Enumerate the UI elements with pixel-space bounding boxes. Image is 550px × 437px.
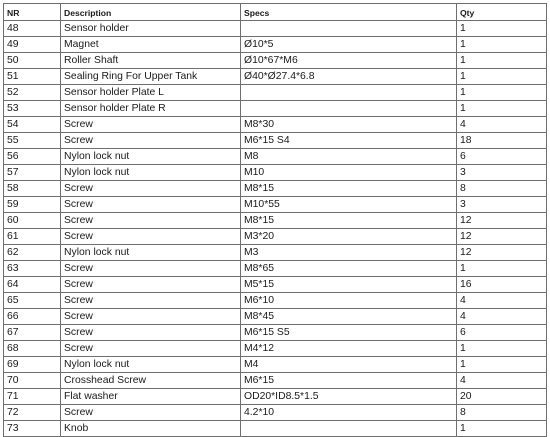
cell-description: Screw	[61, 277, 241, 293]
cell-qty: 1	[457, 37, 547, 53]
cell-specs: M3	[241, 245, 457, 261]
cell-qty: 1	[457, 53, 547, 69]
cell-specs	[241, 85, 457, 101]
cell-nr: 70	[4, 373, 61, 389]
cell-specs: Ø10*67*M6	[241, 53, 457, 69]
cell-specs: M8*30	[241, 117, 457, 133]
cell-nr: 73	[4, 421, 61, 437]
table-row	[4, 293, 547, 309]
cell-nr: 49	[4, 37, 61, 53]
cell-nr: 54	[4, 117, 61, 133]
cell-description: Screw	[61, 117, 241, 133]
cell-qty: 6	[457, 149, 547, 165]
cell-qty: 12	[457, 229, 547, 245]
cell-qty: 4	[457, 293, 547, 309]
table-row	[4, 133, 547, 149]
cell-nr: 68	[4, 341, 61, 357]
table-row	[4, 309, 547, 325]
cell-qty: 4	[457, 117, 547, 133]
table-row	[4, 229, 547, 245]
cell-description: Screw	[61, 181, 241, 197]
cell-description: Knob	[61, 421, 241, 437]
cell-nr: 72	[4, 405, 61, 421]
cell-nr: 58	[4, 181, 61, 197]
cell-specs: M8*65	[241, 261, 457, 277]
table-row	[4, 325, 547, 341]
cell-description: Screw	[61, 197, 241, 213]
cell-description: Magnet	[61, 37, 241, 53]
cell-qty: 1	[457, 69, 547, 85]
cell-description: Flat washer	[61, 389, 241, 405]
cell-description: Screw	[61, 261, 241, 277]
cell-description: Sensor holder Plate L	[61, 85, 241, 101]
cell-qty: 18	[457, 133, 547, 149]
parts-table	[3, 3, 547, 437]
cell-qty: 12	[457, 245, 547, 261]
table-body	[4, 21, 547, 437]
cell-description: Nylon lock nut	[61, 245, 241, 261]
header-nr: NR	[4, 4, 61, 21]
cell-qty: 8	[457, 405, 547, 421]
cell-qty: 1	[457, 21, 547, 37]
cell-specs: M5*15	[241, 277, 457, 293]
cell-qty: 1	[457, 101, 547, 117]
cell-nr: 55	[4, 133, 61, 149]
cell-nr: 50	[4, 53, 61, 69]
cell-nr: 48	[4, 21, 61, 37]
cell-nr: 71	[4, 389, 61, 405]
cell-description: Screw	[61, 341, 241, 357]
table-row	[4, 165, 547, 181]
cell-specs	[241, 21, 457, 37]
cell-qty: 16	[457, 277, 547, 293]
cell-description: Screw	[61, 293, 241, 309]
cell-nr: 62	[4, 245, 61, 261]
cell-nr: 67	[4, 325, 61, 341]
header-specs: Specs	[241, 4, 457, 21]
table-row	[4, 69, 547, 85]
cell-qty: 1	[457, 85, 547, 101]
table-row	[4, 421, 547, 437]
table-row	[4, 197, 547, 213]
cell-qty: 3	[457, 165, 547, 181]
cell-qty: 6	[457, 325, 547, 341]
cell-specs	[241, 101, 457, 117]
cell-qty: 1	[457, 357, 547, 373]
cell-description: Screw	[61, 325, 241, 341]
cell-description: Nylon lock nut	[61, 357, 241, 373]
cell-specs: OD20*ID8.5*1.5	[241, 389, 457, 405]
cell-nr: 53	[4, 101, 61, 117]
cell-qty: 20	[457, 389, 547, 405]
cell-description: Screw	[61, 133, 241, 149]
cell-qty: 4	[457, 309, 547, 325]
cell-specs: M6*10	[241, 293, 457, 309]
table-row	[4, 53, 547, 69]
cell-specs: M4	[241, 357, 457, 373]
cell-specs: M6*15	[241, 373, 457, 389]
cell-specs: Ø40*Ø27.4*6.8	[241, 69, 457, 85]
cell-qty: 4	[457, 373, 547, 389]
cell-specs: M3*20	[241, 229, 457, 245]
cell-nr: 59	[4, 197, 61, 213]
cell-specs: M8	[241, 149, 457, 165]
cell-qty: 8	[457, 181, 547, 197]
cell-nr: 63	[4, 261, 61, 277]
cell-nr: 51	[4, 69, 61, 85]
table-row	[4, 357, 547, 373]
cell-description: Screw	[61, 405, 241, 421]
cell-nr: 56	[4, 149, 61, 165]
cell-nr: 60	[4, 213, 61, 229]
table-row	[4, 85, 547, 101]
cell-nr: 66	[4, 309, 61, 325]
header-qty: Qty	[457, 4, 547, 21]
cell-qty: 1	[457, 261, 547, 277]
table-row	[4, 245, 547, 261]
cell-nr: 69	[4, 357, 61, 373]
cell-description: Sensor holder Plate R	[61, 101, 241, 117]
table-row	[4, 213, 547, 229]
parts-list-sheet	[3, 3, 546, 437]
table-row	[4, 405, 547, 421]
cell-description: Nylon lock nut	[61, 149, 241, 165]
header-description: Description	[61, 4, 241, 21]
cell-specs: M8*15	[241, 181, 457, 197]
cell-nr: 64	[4, 277, 61, 293]
cell-qty: 3	[457, 197, 547, 213]
cell-description: Screw	[61, 213, 241, 229]
table-row	[4, 389, 547, 405]
cell-specs: M10*55	[241, 197, 457, 213]
cell-specs: M6*15 S4	[241, 133, 457, 149]
cell-description: Screw	[61, 309, 241, 325]
cell-nr: 65	[4, 293, 61, 309]
cell-specs: M8*15	[241, 213, 457, 229]
table-row	[4, 21, 547, 37]
table-header-row	[4, 4, 547, 21]
cell-specs: 4.2*10	[241, 405, 457, 421]
table-row	[4, 101, 547, 117]
table-row	[4, 341, 547, 357]
cell-qty: 12	[457, 213, 547, 229]
table-row	[4, 261, 547, 277]
table-row	[4, 181, 547, 197]
cell-nr: 52	[4, 85, 61, 101]
cell-specs: M8*45	[241, 309, 457, 325]
table-row	[4, 117, 547, 133]
cell-qty: 1	[457, 341, 547, 357]
cell-specs: Ø10*5	[241, 37, 457, 53]
cell-description: Nylon lock nut	[61, 165, 241, 181]
table-row	[4, 149, 547, 165]
cell-description: Roller Shaft	[61, 53, 241, 69]
cell-nr: 61	[4, 229, 61, 245]
table-row	[4, 277, 547, 293]
cell-specs	[241, 421, 457, 437]
cell-specs: M6*15 S5	[241, 325, 457, 341]
cell-specs: M10	[241, 165, 457, 181]
table-row	[4, 37, 547, 53]
cell-description: Sensor holder	[61, 21, 241, 37]
cell-specs: M4*12	[241, 341, 457, 357]
cell-nr: 57	[4, 165, 61, 181]
cell-description: Screw	[61, 229, 241, 245]
cell-description: Sealing Ring For Upper Tank	[61, 69, 241, 85]
table-row	[4, 373, 547, 389]
cell-description: Crosshead Screw	[61, 373, 241, 389]
cell-qty: 1	[457, 421, 547, 437]
